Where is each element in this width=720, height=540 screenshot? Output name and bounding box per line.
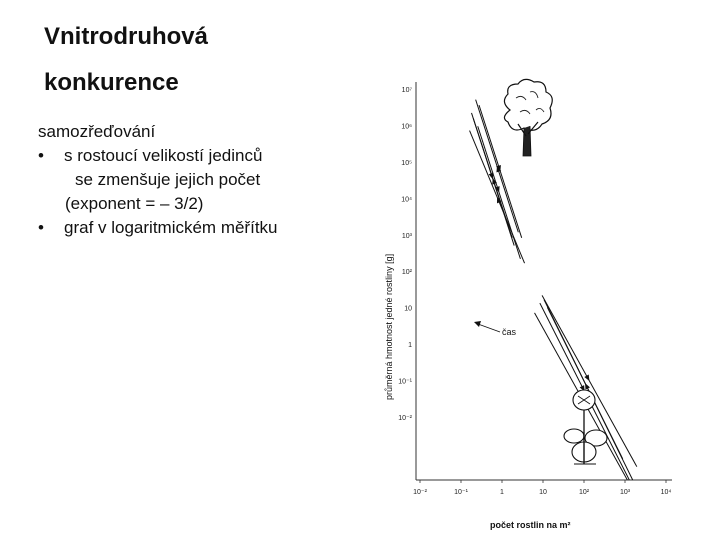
tree-icon [504, 79, 552, 156]
x-tick-label: 10² [578, 489, 590, 496]
x-tick-label: 10³ [619, 489, 631, 496]
y-tick-label: 10³ [401, 232, 412, 240]
title-line-2: konkurence [44, 69, 179, 96]
time-arrow [478, 324, 500, 332]
bullet-item [38, 144, 368, 168]
bullet-marker: • [38, 146, 44, 165]
bullet-item [38, 216, 368, 240]
y-tick-label: 10⁷ [401, 87, 412, 94]
tick-layer [398, 87, 671, 496]
x-tick-label: 10 [539, 489, 547, 496]
y-tick-label: 10⁶ [401, 123, 412, 131]
x-axis-label: počet rostlin na m² [490, 520, 571, 530]
subtitle: samozřeďování [38, 122, 156, 141]
series-layer [470, 100, 637, 480]
y-tick-label: 10⁻² [398, 415, 412, 422]
y-tick-label: 1 [408, 342, 412, 350]
bullet-text: s rostoucí velikostí jedinců [64, 146, 263, 165]
time-annotation: čas [502, 327, 517, 337]
bullet-continuation: se zmenšuje jejich počet [75, 170, 261, 189]
x-tick-label: 10⁻¹ [454, 489, 468, 496]
y-tick-label: 10² [401, 269, 412, 277]
x-tick-label: 10⁴ [660, 489, 672, 496]
plot-frame [416, 82, 672, 480]
slide-title [44, 14, 208, 106]
y-axis-label: průměrná hmotnost jedné rostliny [g] [384, 253, 394, 400]
y-tick-label: 10⁵ [401, 159, 412, 167]
bullet-text: graf v logaritmickém měřítku [64, 218, 278, 237]
series-line [470, 131, 525, 264]
time-arrow-head [474, 321, 481, 327]
slide-body [38, 120, 368, 240]
bullet-continuation: (exponent = – 3/2) [65, 194, 204, 213]
self-thinning-chart [380, 70, 680, 530]
y-tick-label: 10⁻¹ [398, 378, 412, 386]
bullet-marker: • [38, 218, 44, 237]
x-tick-label: 10⁻² [413, 489, 427, 496]
title-line-1: Vnitrodruhová [44, 23, 209, 50]
x-tick-label: 1 [500, 489, 504, 496]
series-arrow [584, 375, 591, 383]
y-tick-label: 10⁴ [401, 196, 412, 204]
y-tick-label: 10 [404, 305, 412, 313]
